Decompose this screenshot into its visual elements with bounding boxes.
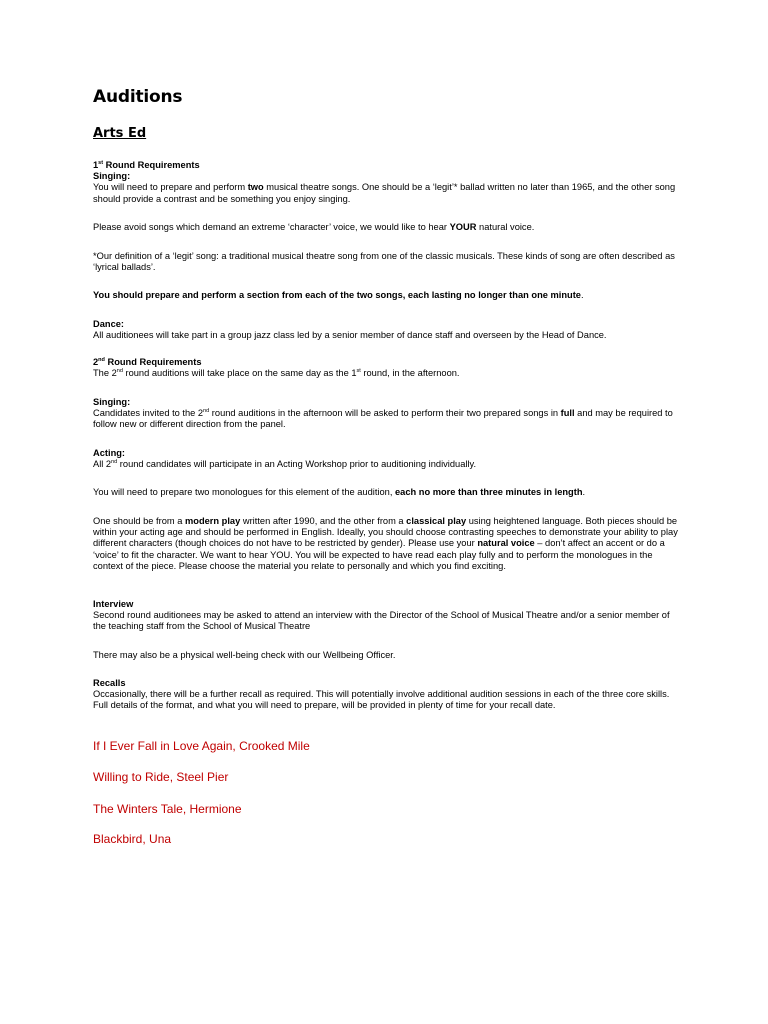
acting-text: All 2nd round candidates will participate in an Acting Workshop prior to auditioning individually. (93, 459, 477, 470)
choice-item: If I Ever Fall in Love Again, Crooked Mile (93, 739, 310, 753)
round2-singing-text: Candidates invited to the 2nd round auditions in the afternoon will be asked to perform their two prepared songs in full and may be required to follow new or different direction from the panel. (93, 408, 673, 430)
recalls-block (93, 678, 678, 712)
legit-definition: *Our definition of a ‘legit’ song: a traditional musical theatre song from one of the classic musicals. These kinds of song are often described as ‘lyrical ballads’. (93, 251, 675, 273)
dance-label: Dance: (93, 319, 125, 329)
recalls-text: Occasionally, there will be a further recall as required. This will potentially involve additional audition sessions in each of the three core skills. Full details of the format, and what you will need to prepare, will be provided in plenty of time for your recall date. (93, 689, 670, 711)
school-heading: Arts Ed (93, 126, 147, 141)
interview-block (93, 599, 678, 633)
prepare-paragraph: You should prepare and perform a section from each of the two songs, each lasting no longer than one minute. (93, 290, 584, 300)
round2-singing-label: Singing: (93, 397, 131, 407)
choice-item: Willing to Ride, Steel Pier (93, 770, 229, 784)
round2-singing-block (93, 397, 678, 431)
round2-intro-text: The 2nd round auditions will take place on the same day as the 1st round, in the afternoon. (93, 368, 460, 379)
choice-item: Blackbird, Una (93, 832, 172, 846)
recalls-label: Recalls (93, 678, 126, 688)
page-title: Auditions (93, 87, 183, 107)
round2-heading: 2nd Round Requirements (93, 356, 202, 367)
plays-paragraph: One should be from a modern play written after 1990, and the other from a classical play using heightened language. Both pieces should be within your acting age and should be performed in English. Ideally, you should choose contrasting speeches to demonstrate your ability to play different characters (though choices do not have to be restricted by gender). Please use your natural voice – don’t affect an accent or do a ‘voice’ to fit the character. We want to hear YOU. You will be expected to have read each play fully and to perform the monologues in the context of the piece. Please choose the material you relate to personally and which you find exciting. (93, 516, 678, 571)
round1-singing-block (93, 160, 678, 205)
wellbeing-paragraph: There may also be a physical well-being check with our Wellbeing Officer. (93, 650, 396, 660)
round1-heading: 1st Round Requirements (93, 159, 200, 170)
round1-singing-text: You will need to prepare and perform two musical theatre songs. One should be a ‘legit’* ballad written no later than 1965, and the other song should provide a contrast and be something you enjoy singing. (93, 182, 676, 204)
round2-intro-block (93, 357, 678, 379)
round1-singing-label: Singing: (93, 171, 131, 182)
acting-label: Acting: (93, 448, 126, 458)
choice-item: The Winters Tale, Hermione (93, 802, 242, 816)
interview-text: Second round auditionees may be asked to attend an interview with the Director of the School of Musical Theatre and/or a senior member of the teaching staff from the School of Musical Theatre (93, 610, 670, 632)
interview-label: Interview (93, 599, 134, 609)
acting-block (93, 448, 678, 470)
dance-block (93, 319, 678, 341)
monologues-paragraph: You will need to prepare two monologues for this element of the audition, each no more than three minutes in length. (93, 487, 586, 497)
dance-text: All auditionees will take part in a group jazz class led by a senior member of dance staff and overseen by the Head of Dance. (93, 330, 607, 341)
avoid-paragraph: Please avoid songs which demand an extreme ‘character’ voice, we would like to hear YOUR natural voice. (93, 222, 535, 232)
